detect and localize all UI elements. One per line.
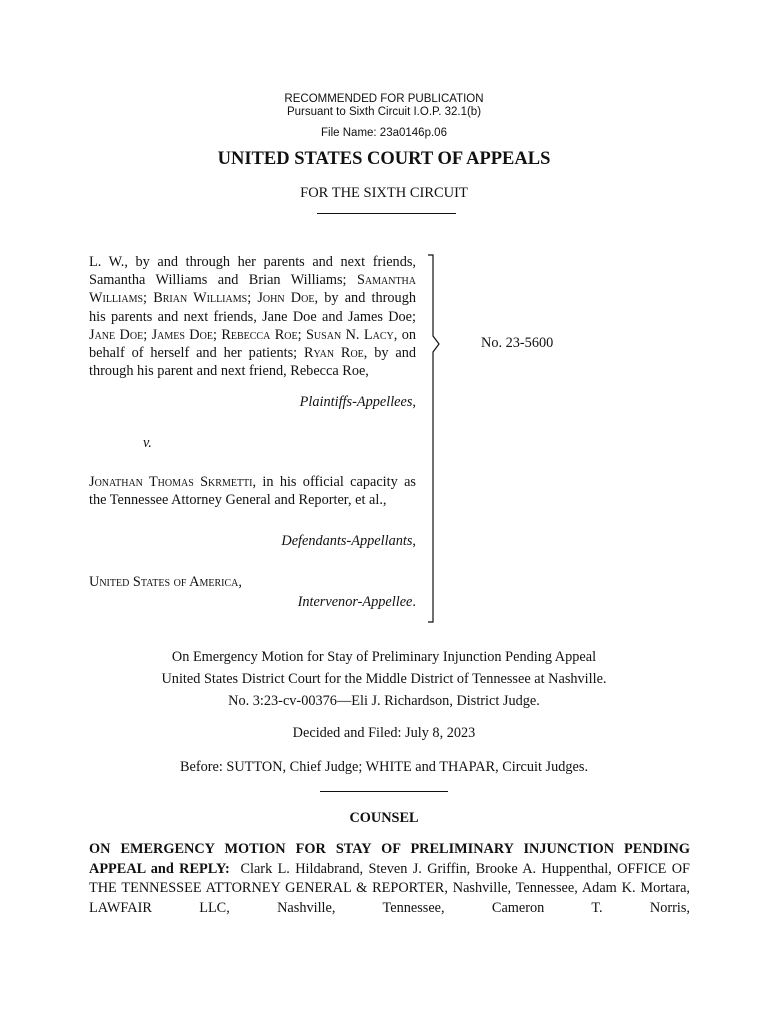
case-number-line: No. 3:23-cv-00376—Eli J. Richardson, District Judge. [228, 693, 540, 709]
decided-date: Decided and Filed: July 8, 2023 [292, 725, 476, 741]
counsel-paragraph [89, 840, 690, 918]
plaintiffs-text: L. W., by and through her parents and next friends, Samantha Williams and Brian Williams; Samantha Williams; Brian Williams; John Doe, by and through his parents and next friends, Jane Doe and James Doe; Jane Doe; James Doe; Rebecca Roe; Susan N. Lacy, on behalf of herself and her patients; Ryan Roe, by and through his parent and next friend, Rebecca Roe, [89, 254, 417, 380]
counsel-lead: ON EMERGENCY MOTION FOR STAY OF PRELIMINARY INJUNCTION PENDING APPEAL and REPLY: [89, 841, 690, 877]
lower-court-line: United States District Court for the Middle District of Tennessee at Nashville. [161, 671, 607, 687]
file-name: File Name: 23a0146p.06 [321, 127, 447, 139]
versus-label: v. [143, 435, 152, 451]
circuit-name: FOR THE SIXTH CIRCUIT [300, 185, 468, 201]
motion-line: On Emergency Motion for Stay of Preliminary Injunction Pending Appeal [171, 649, 597, 665]
counsel-heading: COUNSEL [349, 810, 419, 826]
caption-bracket [428, 254, 448, 624]
defendants-block: Jonathan Thomas Skrmetti, in his official capacity as the Tennessee Attorney General and Reporter, et al., [89, 474, 416, 509]
panel-judges: Before: SUTTON, Chief Judge; WHITE and THAPAR, Circuit Judges. [179, 759, 589, 775]
counsel-text: Clark L. Hildabrand, Steven J. Griffin, Brooke A. Huppenthal, OFFICE OF THE TENNESSEE ATTORNEY GENERAL & REPORTER, Nashville, Tennessee, Adam K. Mortara, LAWFAIR LLC, Nashville, Tennessee, Cameron T. Norris, [89, 860, 690, 916]
court-title: UNITED STATES COURT OF APPEALS [217, 149, 551, 169]
publication-recommendation: RECOMMENDED FOR PUBLICATION [284, 93, 484, 105]
defendant-name: Jonathan Thomas Skrmetti [89, 474, 253, 490]
header-divider [317, 213, 456, 214]
intervenor-block: United States of America, [89, 574, 242, 590]
intervenor-role: Intervenor-Appellee. [297, 594, 416, 610]
plaintiffs-role: Plaintiffs-Appellees, [299, 394, 416, 410]
docket-number: No. 23-5600 [481, 335, 554, 351]
section-divider [320, 791, 448, 792]
publication-pursuant: Pursuant to Sixth Circuit I.O.P. 32.1(b) [286, 106, 482, 118]
defendants-role: Defendants-Appellants, [281, 533, 416, 549]
plaintiffs-block [89, 253, 416, 380]
intervenor-name: United States of America [89, 574, 239, 590]
